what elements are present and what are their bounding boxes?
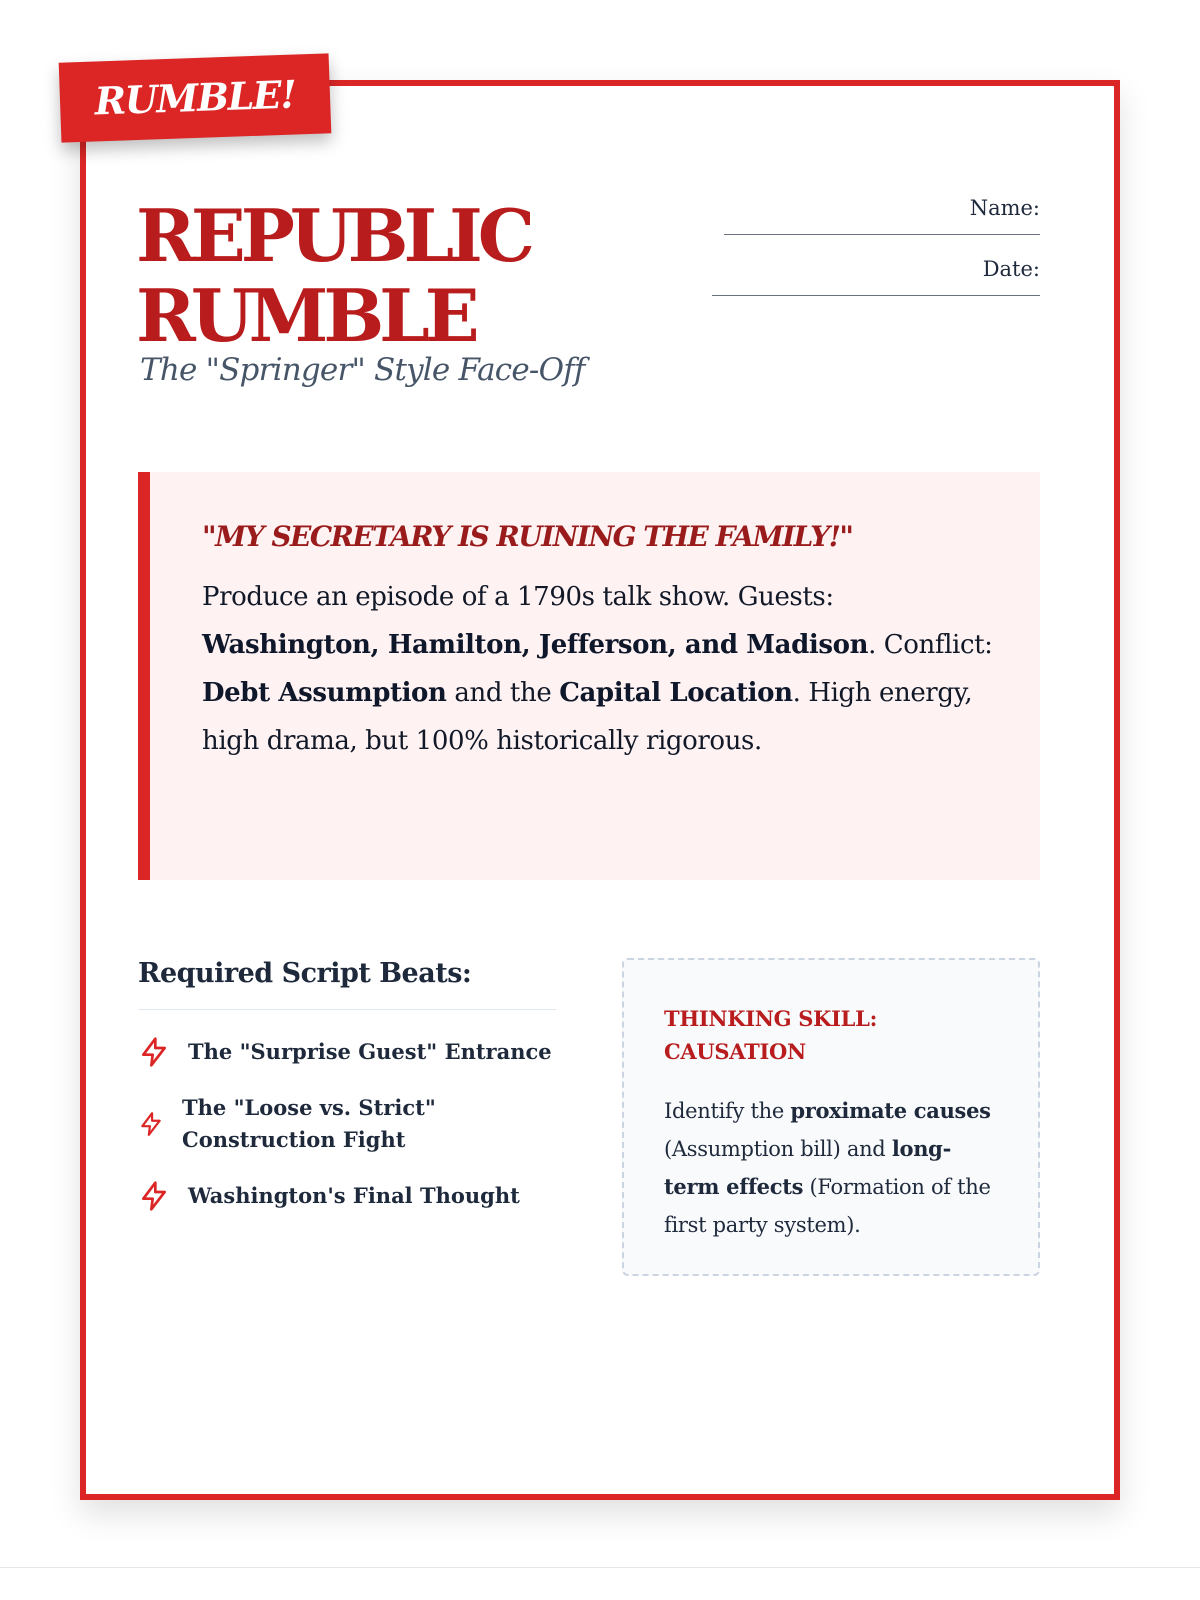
beat-label: Washington's Final Thought (188, 1183, 520, 1208)
prompt-text-part: Produce an episode of a 1790s talk show. Guests: (202, 582, 834, 612)
title-line-1: REPUBLIC (136, 193, 531, 278)
prompt-text-part: . Conflict: (868, 630, 993, 660)
skill-text-part: (Formation of the first party system). (664, 1175, 991, 1237)
skill-proximate-causes: proximate causes (790, 1098, 991, 1123)
thinking-skill-box (622, 958, 1040, 1276)
prompt-text-part: . High energy, high drama, but 100% historically rigorous. (202, 678, 973, 756)
date-label: Date: (982, 257, 1040, 281)
script-beats-heading: Required Script Beats: (138, 958, 556, 1010)
beat-item (138, 1180, 556, 1212)
prompt-guests: Washington, Hamilton, Jefferson, and Madison (202, 630, 869, 660)
prompt-callout (138, 472, 1040, 880)
beat-item (138, 1036, 556, 1068)
prompt-heading: "MY SECRETARY IS RUINING THE FAMILY!" (202, 520, 853, 553)
prompt-text-part: and the (446, 678, 560, 708)
name-line[interactable] (724, 234, 1040, 235)
prompt-capital-location: Capital Location (559, 678, 793, 708)
skill-long-term-effects: long-term effects (664, 1136, 951, 1199)
rumble-tag: RUMBLE! (59, 53, 332, 142)
name-label: Name: (969, 196, 1040, 220)
thinking-skill-text (664, 1092, 998, 1244)
script-beats-section (138, 958, 556, 1212)
skill-text-part: (Assumption bill) and (664, 1137, 892, 1161)
page-subtitle: The "Springer" Style Face-Off (140, 352, 585, 388)
lightning-icon (138, 1111, 164, 1137)
beat-label: The "Surprise Guest" Entrance (188, 1039, 552, 1064)
beat-item (138, 1092, 556, 1156)
title-line-2: RUMBLE (136, 273, 475, 358)
page-title (136, 193, 531, 358)
prompt-debt-assumption: Debt Assumption (202, 678, 447, 708)
prompt-text (202, 573, 1000, 765)
name-date-block (712, 196, 1040, 318)
page-bottom-divider (0, 1567, 1200, 1568)
lightning-icon (138, 1180, 170, 1212)
lightning-icon (138, 1036, 170, 1068)
skill-text-part: Identify the (664, 1099, 791, 1123)
date-line[interactable] (712, 295, 1040, 296)
thinking-skill-heading: THINKING SKILL: CAUSATION (664, 1006, 878, 1064)
beat-label: The "Loose vs. Strict" Construction Fight (182, 1095, 436, 1152)
